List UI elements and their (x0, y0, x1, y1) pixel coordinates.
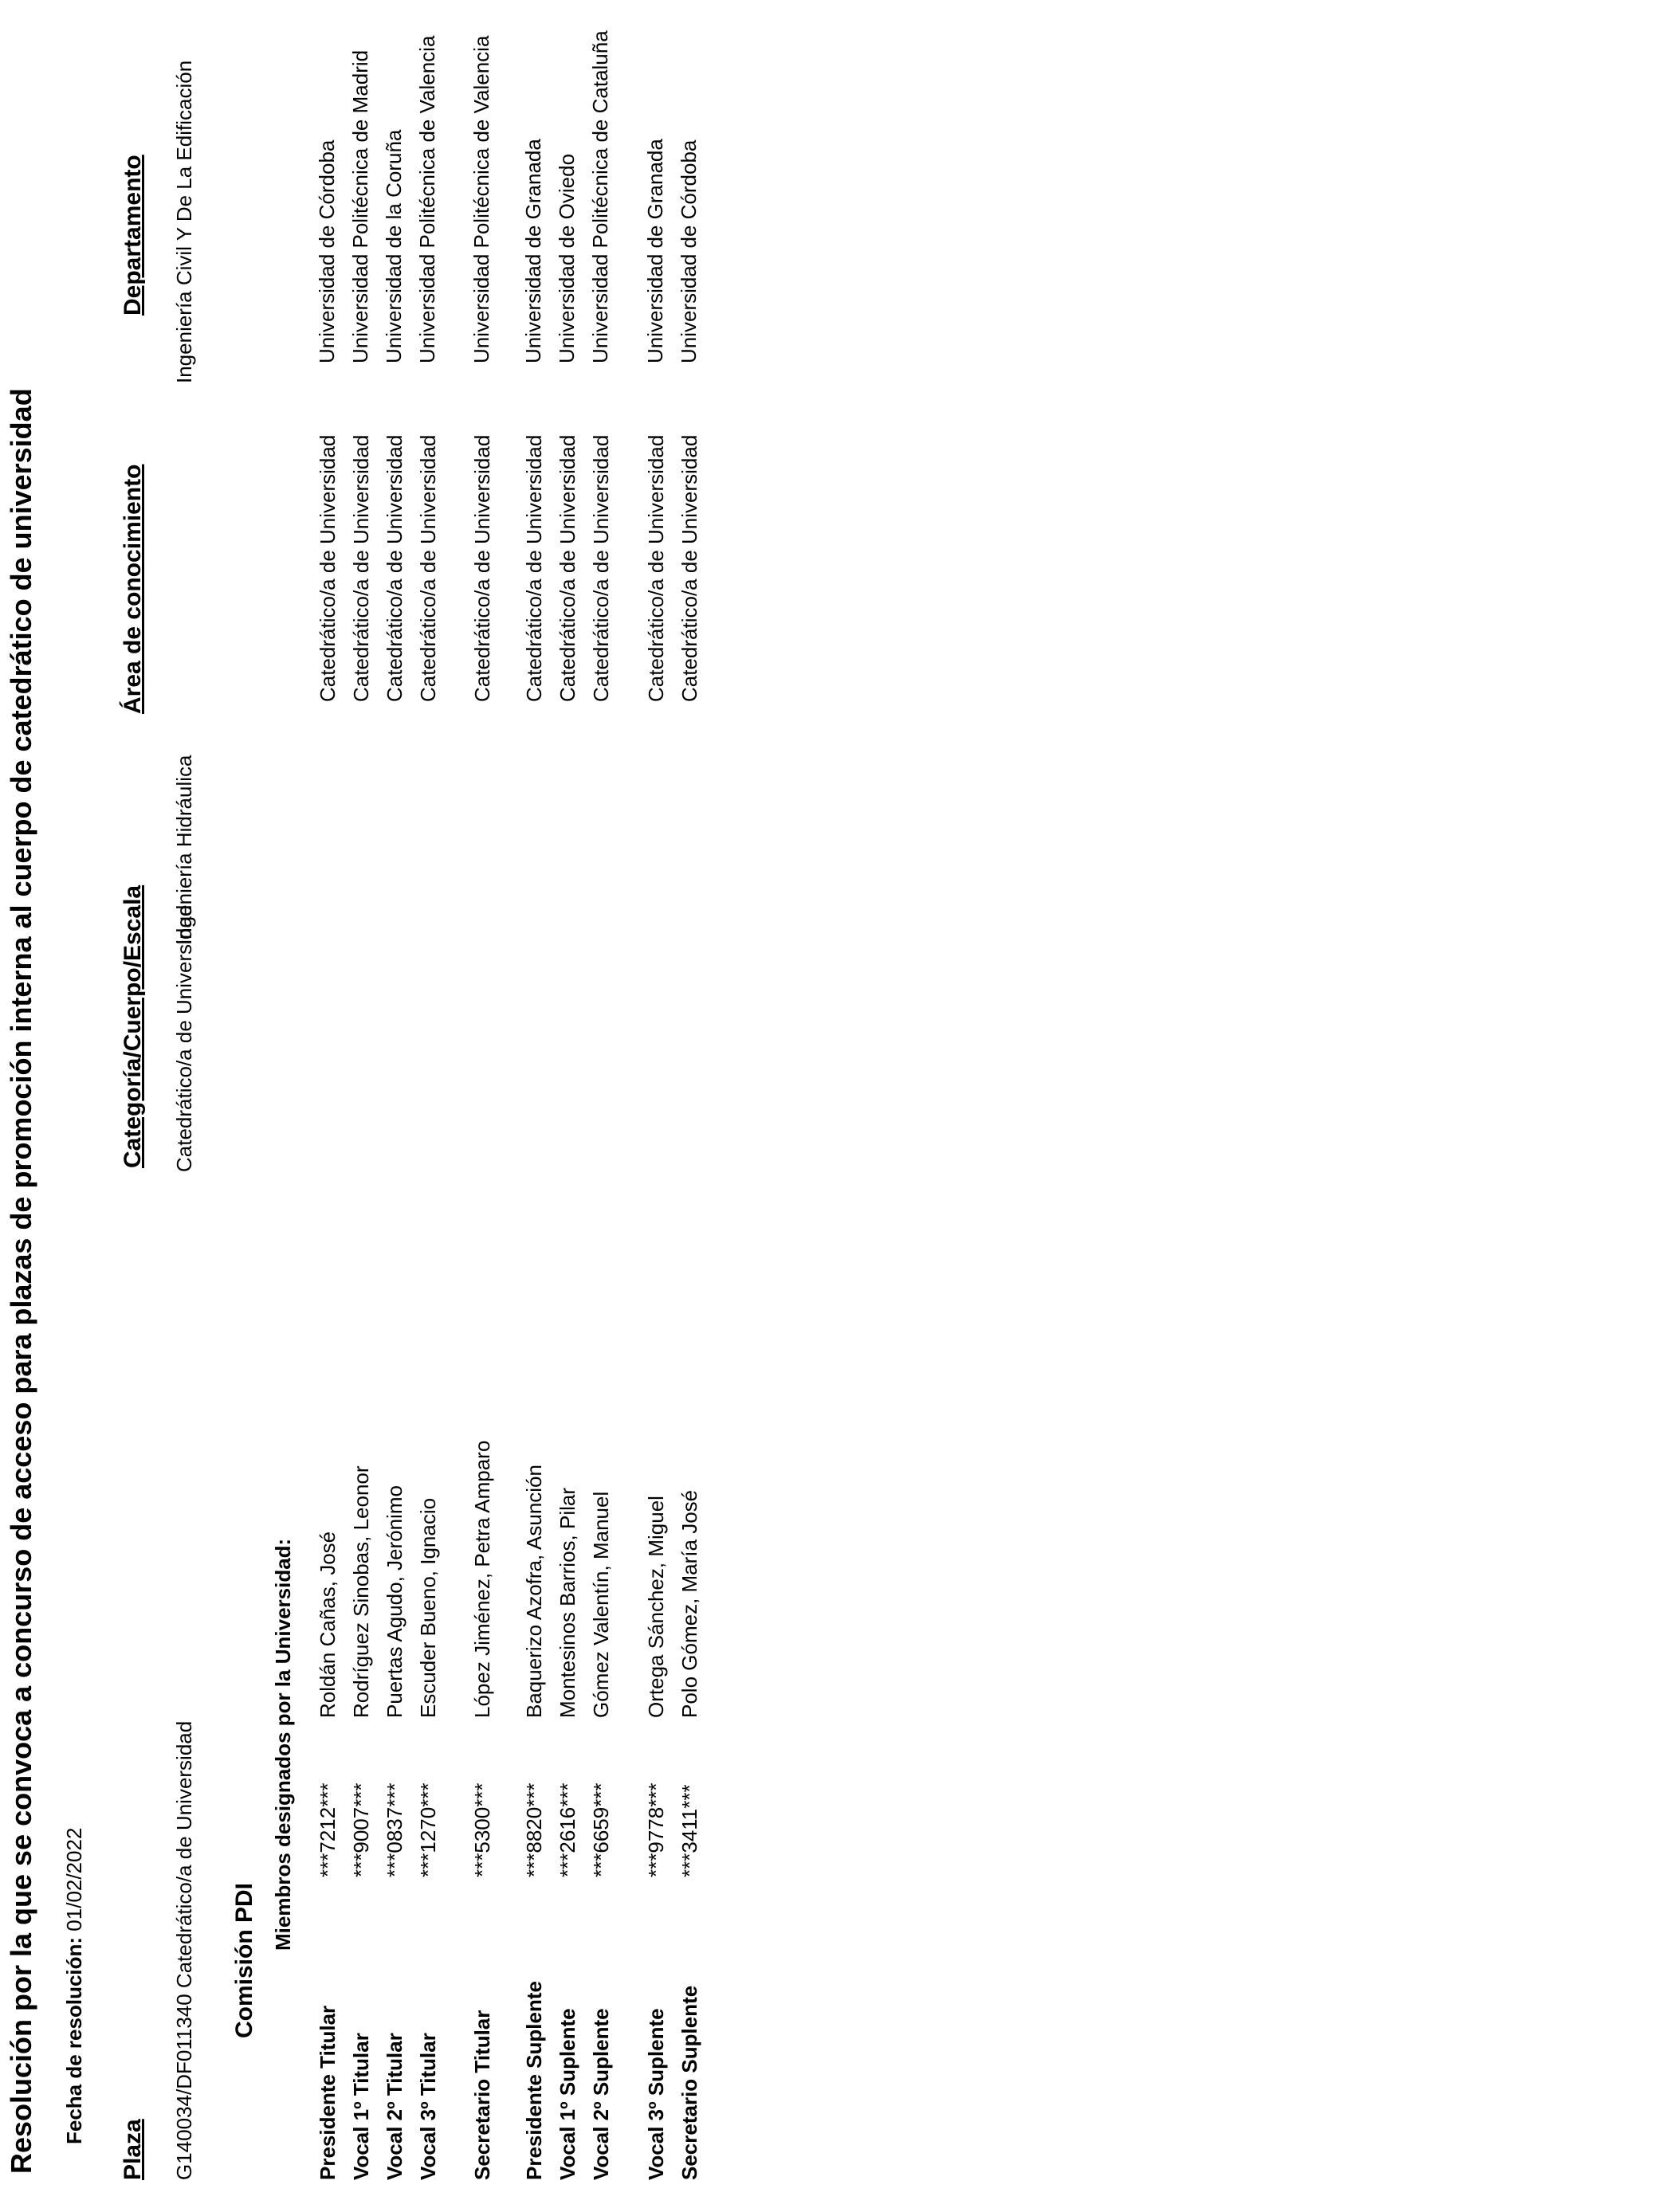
member-university: Universidad Politécnica de Valencia (415, 35, 439, 363)
member-id: ***9778*** (644, 1783, 668, 1877)
member-name: Escuder Bueno, Ignacio (416, 1497, 440, 1718)
member-name: Roldán Cañas, José (316, 1531, 340, 1718)
member-id: ***5300*** (470, 1783, 494, 1877)
member-role: Secretario Suplente (677, 1985, 701, 2180)
member-category: Catedrático/a de Universidad (383, 434, 406, 702)
member-category: Catedrático/a de Universidad (316, 434, 340, 702)
member-role: Presidente Suplente (522, 1981, 546, 2180)
member-university: Universidad de Oviedo (555, 153, 579, 363)
member-category: Catedrático/a de Universidad (470, 434, 494, 702)
member-university: Universidad Politécnica de Cataluña (588, 30, 612, 363)
member-id: ***8820*** (522, 1783, 546, 1877)
header-area: Área de conocimiento (120, 464, 146, 714)
member-role: Vocal 2º Titular (383, 2033, 406, 2180)
member-id: ***3411*** (677, 1784, 701, 1877)
member-category: Catedrático/a de Universidad (589, 434, 613, 702)
member-name: Puertas Agudo, Jerónimo (383, 1485, 406, 1718)
member-role: Vocal 3º Suplente (644, 2008, 668, 2180)
resolution-date (62, 1828, 87, 2144)
member-category: Catedrático/a de Universidad (556, 434, 579, 702)
member-role: Secretario Titular (470, 2010, 494, 2180)
document-title: Resolución por la que se convoca a concurso de acceso para plazas de promoción interna al cuerpo de catedrático de universidad (5, 388, 37, 2174)
member-category: Catedrático/a de Universidad (677, 434, 701, 702)
member-id: ***9007*** (349, 1783, 373, 1877)
member-role: Vocal 1º Titular (349, 2033, 373, 2180)
plaza-categoria: Catedrático/a de Universidad (172, 904, 196, 1172)
miembros-title: Miembros designados por la Universidad: (271, 1538, 295, 1951)
plaza-area: Ingeniería Hidráulica (172, 755, 196, 945)
member-name: Rodríguez Sinobas, Leonor (349, 1465, 373, 1718)
member-id: ***0837*** (383, 1783, 406, 1877)
member-id: ***6659*** (589, 1783, 613, 1877)
member-id: ***1270*** (416, 1783, 440, 1877)
header-categoria: Categoría/Cuerpo/Escala (120, 884, 146, 1168)
member-university: Universidad Politécnica de Valencia (469, 35, 493, 363)
member-name: Gómez Valentín, Manuel (589, 1491, 613, 1718)
date-label: Fecha de resolución: (62, 1936, 86, 2144)
member-role: Vocal 1º Suplente (556, 2008, 579, 2180)
member-name: Baquerizo Azofra, Asunción (522, 1465, 546, 1718)
member-university: Universidad Politécnica de Madrid (348, 49, 372, 363)
member-university: Universidad de Granada (643, 139, 667, 363)
member-university: Universidad de Córdoba (315, 139, 339, 363)
member-name: Polo Gómez, María José (677, 1489, 701, 1718)
member-university: Universidad de Córdoba (677, 139, 701, 363)
member-role: Vocal 3º Titular (416, 2033, 440, 2180)
member-category: Catedrático/a de Universidad (416, 434, 440, 702)
member-university: Universidad de la Coruña (382, 129, 406, 363)
member-role: Vocal 2º Suplente (589, 2008, 613, 2180)
member-university: Universidad de Granada (521, 139, 545, 363)
member-category: Catedrático/a de Universidad (349, 434, 373, 702)
date-value: 01/02/2022 (62, 1827, 86, 1932)
member-category: Catedrático/a de Universidad (644, 434, 668, 702)
header-plaza: Plaza (120, 2119, 146, 2180)
header-departamento: Departamento (120, 155, 146, 316)
member-id: ***2616*** (556, 1783, 579, 1877)
member-id: ***7212*** (316, 1783, 340, 1877)
member-name: López Jiménez, Petra Amparo (470, 1440, 494, 1718)
plaza-code: G140034/DF011340 Catedrático/a de Universidad (172, 1720, 196, 2180)
member-category: Catedrático/a de Universidad (522, 434, 546, 702)
member-role: Presidente Titular (316, 2005, 340, 2180)
plaza-departamento: Ingeniería Civil Y De La Edificación (172, 60, 196, 383)
member-name: Ortega Sánchez, Miguel (644, 1496, 668, 1718)
comision-title: Comisión PDI (231, 1882, 257, 2038)
member-name: Montesinos Barrios, Pilar (556, 1488, 579, 1718)
